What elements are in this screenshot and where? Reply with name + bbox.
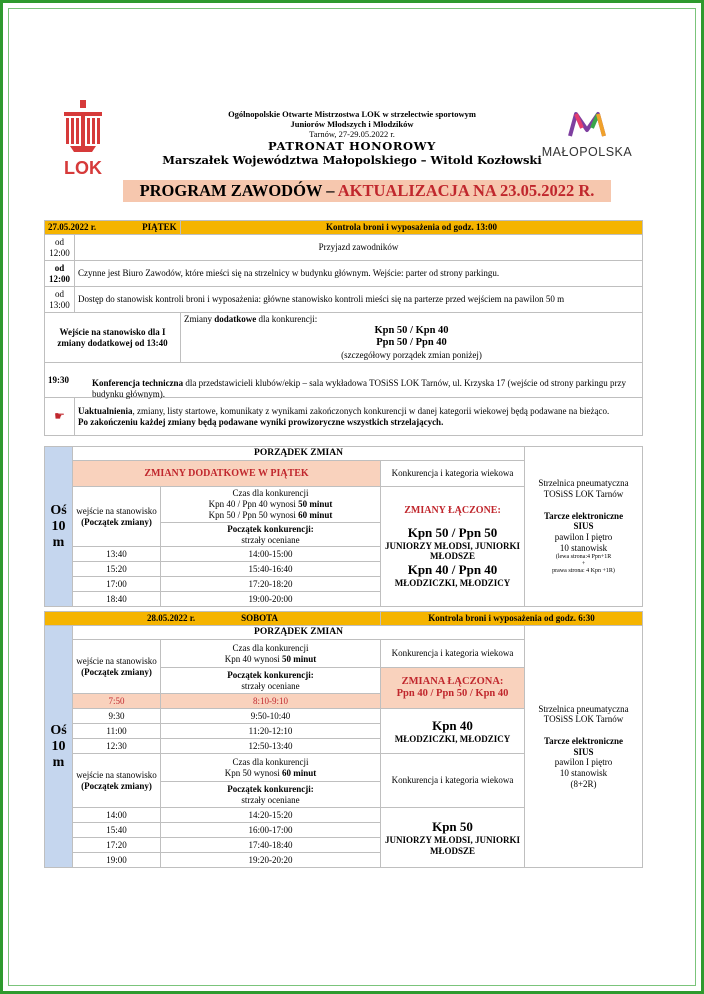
program-title: PROGRAM ZAWODÓW – AKTUALIZACJA NA 23.05.2022 R. xyxy=(123,180,611,202)
table-row: 15:40 16:00-17:00 xyxy=(45,823,643,838)
header-line2: Juniorów Młodszych i Młodzików xyxy=(290,119,414,129)
patron-label: PATRONAT HONOROWY xyxy=(268,139,436,153)
day2-header-row: 28.05.2022 r. SOBOTA Kontrola broni i wyposażenia od godz. 6:30 xyxy=(45,612,643,626)
table-row: 15:20 15:40-16:40 xyxy=(45,562,643,577)
table-row: 14:00 14:20-15:20 Kpn 50 JUNIORZY MŁODSI, JUNIORKI MŁODSZE xyxy=(45,808,643,823)
header-line1: Ogólnopolskie Otwarte Mistrzostwa LOK w strzelectwie sportowym xyxy=(228,109,476,119)
day2-range-info: Strzelnica pneumatyczna TOSiSS LOK Tarnów Tarcze elektroniczne SIUS pawilon I piętro 10 stanowisk (8+2R) xyxy=(525,626,643,868)
axis-label-day1: Oś 10 m xyxy=(45,447,73,607)
table-row: 13:40 14:00-15:00 xyxy=(45,547,643,562)
malopolska-logo: MAŁOPOLSKA xyxy=(532,108,642,160)
patron-name: Marszałek Województwa Małopolskiego – Witold Kozłowski xyxy=(162,153,542,167)
day1-extra-cell: Zmiany dodatkowe dla konkurencji: Kpn 50 / Kpn 40 Ppn 50 / Ppn 40 (szczegółowy porządek zmian poniżej) xyxy=(181,313,643,363)
day1-header-row xyxy=(45,221,643,235)
svg-text:LOK: LOK xyxy=(64,158,102,178)
pointer-hand-icon: ☛ xyxy=(45,398,75,436)
table-row: 9:30 9:50-10:40 Kpn 40 MŁODZICZKI, MŁODZICY xyxy=(45,709,643,724)
table-row: 17:00 17:20-18:20 xyxy=(45,577,643,592)
conference-text: Konferencja techniczna dla przedstawicieli klubów/ekip – sala wykładowa TOSiSS LOK Tarnów, ul. Krzyska 17 (wejście od strony parkingu przy budynku głównym). xyxy=(92,378,627,399)
day1-entry-label: Wejście na stanowisko dla I zmiany dodatkowej od 13:40 xyxy=(45,313,181,363)
day1-table: 27.05.2022 r. PIĄTEK Kontrola broni i wyposażenia od godz. 13:00 od 12:00 Przyjazd zawodników od 12:00 Czynne jest Biuro Zawodów, które mieści się na strzelnicy w budynku głównym. Wejście: parter od strony parkingu. od 13:00 Dostęp do stanowisk kontroli broni i wyposażenia: główne stanowisko kontroli mieści się na parterze przed wejściem na pawilon 50 m Wejście na stanowisko dla I zmiany dodatkowej od 13:40 Zmiany dodatkowe dla konkurencji: Kpn 50 / Kpn 40 Ppn 50 / Ppn 40 (szczegółowy porządek zmian poniżej) 19:30 ☛ Uaktualnienia, zmiany, listy startowe, komunikaty z wynikami zakończonych konkurencji w danej kategorii wiekowej będą podawane na bieżąco. Po zakończeniu każdej zmiany będą podawane wyniki prowizoryczne wszystkich strzelających. xyxy=(44,220,643,436)
axis-label-day2: Oś 10 m xyxy=(45,626,73,868)
day1-control: Kontrola broni i wyposażenia od godz. 13:00 xyxy=(181,221,643,235)
header-line3: Tarnów, 27-29.05.2022 r. xyxy=(309,129,395,139)
day1-schedule: Oś 10 m PORZĄDEK ZMIAN Strzelnica pneumatyczna TOSiSS LOK Tarnów Tarcze elektroniczne SIUS pawilon I piętro 10 stanowisk (lewa strona:4 Ppn+1R + prawa strona: 4 Kpn +1R) ZMIANY DODATKOWE W PIĄTEK Konkurencja i kategoria wiekowa wejście na stanowisko (Początek zmiany) Czas dla konkurencji Kpn 40 / Ppn 40 wynosi 50 minut Kpn 50 / Ppn 50 wynosi 60 minut ZMIANY ŁĄCZONE: Kpn 50 / Ppn 50 JUNIORZY MŁODSI, JUNIORKI MŁODSZE Kpn 40 / Ppn 40 MŁODZICZKI, MŁODZICY Początek konkurencji: strzały oceniane 13:40 14:00-15:00 15:20 15:40-16:40 17:00 17:20-18:20 18:40 19:00-20:00 xyxy=(44,446,643,607)
table-row: 18:40 19:00-20:00 xyxy=(45,592,643,607)
day2-table: 28.05.2022 r. SOBOTA Kontrola broni i wyposażenia od godz. 6:30 Oś 10 m PORZĄDEK ZMIAN Strzelnica pneumatyczna TOSiSS LOK Tarnów Tarcze elektroniczne SIUS pawilon I piętro 10 stanowisk (8+2R) wejście na stanowisko (Początek zmiany) Czas dla konkurencji Kpn 40 wynosi 50 minut Konkurencja i kategoria wiekowa Początek konkurencji: strzały oceniane ZMIANA ŁĄCZONA: Ppn 40 / Ppn 50 / Kpn 40 7:50 8:10-9:10 9:30 9:50-10:40 Kpn 40 MŁODZICZKI, MŁODZICY 11:00 11:20-12:10 12:30 12:50-13:40 wejście na stanowisko (Początek zmiany) Czas dla konkurencji Kpn 50 wynosi 60 minut Konkurencja i kategoria wiekowa Początek konkurencji: strzały oceniane 14:00 14:20-15:20 Kpn 50 JUNIORZY MŁODSI, JUNIORKI MŁODSZE 15:40 16:00-17:00 17:20 17:40-18:40 19:00 19:20-20:20 xyxy=(44,611,643,868)
table-row: 7:50 8:10-9:10 xyxy=(45,694,643,709)
day1-merged: ZMIANY ŁĄCZONE: Kpn 50 / Ppn 50 JUNIORZY MŁODSI, JUNIORKI MŁODSZE Kpn 40 / Ppn 40 MŁODZICZKI, MŁODZICY xyxy=(381,487,525,607)
day1-date: 27.05.2022 r. PIĄTEK xyxy=(45,221,181,235)
table-row: 17:20 17:40-18:40 xyxy=(45,838,643,853)
table-row: 19:00 19:20-20:20 xyxy=(45,853,643,868)
table-row: 12:30 12:50-13:40 xyxy=(45,739,643,754)
table-row: 11:00 11:20-12:10 xyxy=(45,724,643,739)
day1-range-info: Strzelnica pneumatyczna TOSiSS LOK Tarnów Tarcze elektroniczne SIUS pawilon I piętro 10 stanowisk (lewa strona:4 Ppn+1R + prawa strona: 4 Kpn +1R) xyxy=(525,447,643,607)
